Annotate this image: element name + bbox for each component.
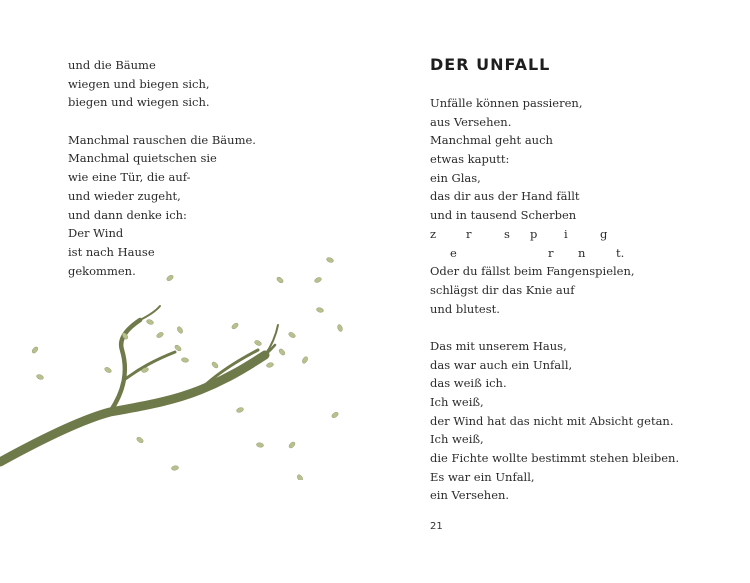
poem-line: Das mit unserem Haus,: [430, 338, 567, 353]
poem-line: und blutest.: [430, 301, 500, 316]
leaf-icon: [337, 324, 344, 332]
scattered-letters-row: [430, 225, 630, 244]
tree-branch-with-blowing-leaves-icon: [0, 240, 375, 480]
leaf-icon: [176, 326, 183, 334]
leaf-icon: [331, 411, 339, 419]
poem-line: und wieder zugeht,: [68, 188, 181, 203]
poem-line: wiegen und biegen sich,: [68, 76, 210, 91]
poem-line: und dann denke ich:: [68, 207, 187, 222]
right-poem: [430, 94, 679, 505]
leaf-icon: [146, 319, 154, 326]
leaf-icon: [166, 274, 174, 282]
poem-line: Der Wind: [68, 226, 124, 241]
leaf-icon: [136, 436, 144, 444]
leaf-icon: [296, 474, 303, 480]
poem-line: Manchmal geht auch: [430, 133, 553, 148]
leaf-icon: [236, 407, 244, 414]
poem-line: Es war ein Unfall,: [430, 469, 535, 484]
leaf-icon: [156, 331, 164, 338]
poem-line: die Fichte wollte bestimmt stehen bleiben.: [430, 451, 680, 466]
poem-line: und in tausend Scherben: [430, 208, 577, 223]
scattered-letter: p: [530, 226, 538, 241]
poem-line: aus Versehen.: [430, 114, 512, 129]
leaf-icon: [314, 276, 322, 283]
scattered-letter: r: [466, 226, 472, 241]
poem-line: das dir aus der Hand fällt: [430, 189, 580, 204]
leaf-icon: [266, 362, 274, 368]
scattered-letter: g: [600, 226, 608, 241]
poem-line: ein Versehen.: [430, 488, 510, 503]
poem-line: Oder du fällst beim Fangenspielen,: [430, 264, 635, 279]
leaf-icon: [301, 356, 308, 364]
side-branch: [140, 306, 160, 320]
poem-line: der Wind hat das nicht mit Absicht getan.: [430, 413, 674, 428]
leaf-icon: [316, 307, 324, 313]
leaf-icon: [288, 331, 296, 338]
poem-line: gekommen.: [68, 263, 136, 278]
leaf-icon: [211, 361, 219, 369]
leaf-icon: [231, 322, 239, 330]
leaf-icon: [254, 339, 262, 346]
page-number: 21: [430, 521, 443, 532]
stanza-gap: [430, 318, 679, 337]
poem-line: Manchmal rauschen die Bäume.: [68, 132, 256, 147]
side-branch: [124, 352, 175, 380]
leaf-icon: [276, 276, 284, 284]
scattered-letter: e: [450, 245, 457, 260]
scattered-letters-row: [430, 244, 630, 263]
poem-line: etwas kaputt:: [430, 152, 510, 167]
poem-line: wie eine Tür, die auf-: [68, 170, 191, 185]
poem-line: Manchmal quietschen sie: [68, 151, 217, 166]
leaf-icon: [278, 348, 286, 356]
right-page: [375, 0, 750, 583]
leaf-icon: [288, 441, 296, 449]
poem-line: ist nach Hause: [68, 244, 155, 259]
poem-line: biegen und wiegen sich.: [68, 95, 210, 110]
poem-title: DER UNFALL: [430, 55, 551, 74]
poem-line: schlägst dir das Knie auf: [430, 282, 575, 297]
scattered-letter: i: [564, 226, 568, 241]
poem-line: das war auch ein Unfall,: [430, 357, 573, 372]
poem-line: Ich weiß,: [430, 432, 484, 447]
leaf-icon: [31, 346, 39, 354]
leaf-icon: [171, 465, 179, 471]
leaf-icon: [181, 357, 189, 363]
leaf-icon: [256, 442, 264, 448]
stanza-gap: [68, 112, 256, 131]
poem-line: das weiß ich.: [430, 376, 507, 391]
scattered-letter: n: [578, 245, 586, 260]
poem-line: und die Bäume: [68, 58, 156, 72]
leaf-icon: [326, 257, 334, 264]
scattered-letter: s: [504, 226, 510, 241]
scattered-letter: r: [548, 245, 554, 260]
scattered-letter: t.: [616, 245, 625, 260]
poem-line: Ich weiß,: [430, 395, 484, 409]
leaf-icon: [36, 374, 44, 381]
poem-line: Unfälle können passieren,: [430, 96, 583, 110]
scattered-letter: z: [430, 226, 437, 241]
poem-line: ein Glas,: [430, 170, 481, 185]
leaf-icon: [104, 366, 112, 373]
